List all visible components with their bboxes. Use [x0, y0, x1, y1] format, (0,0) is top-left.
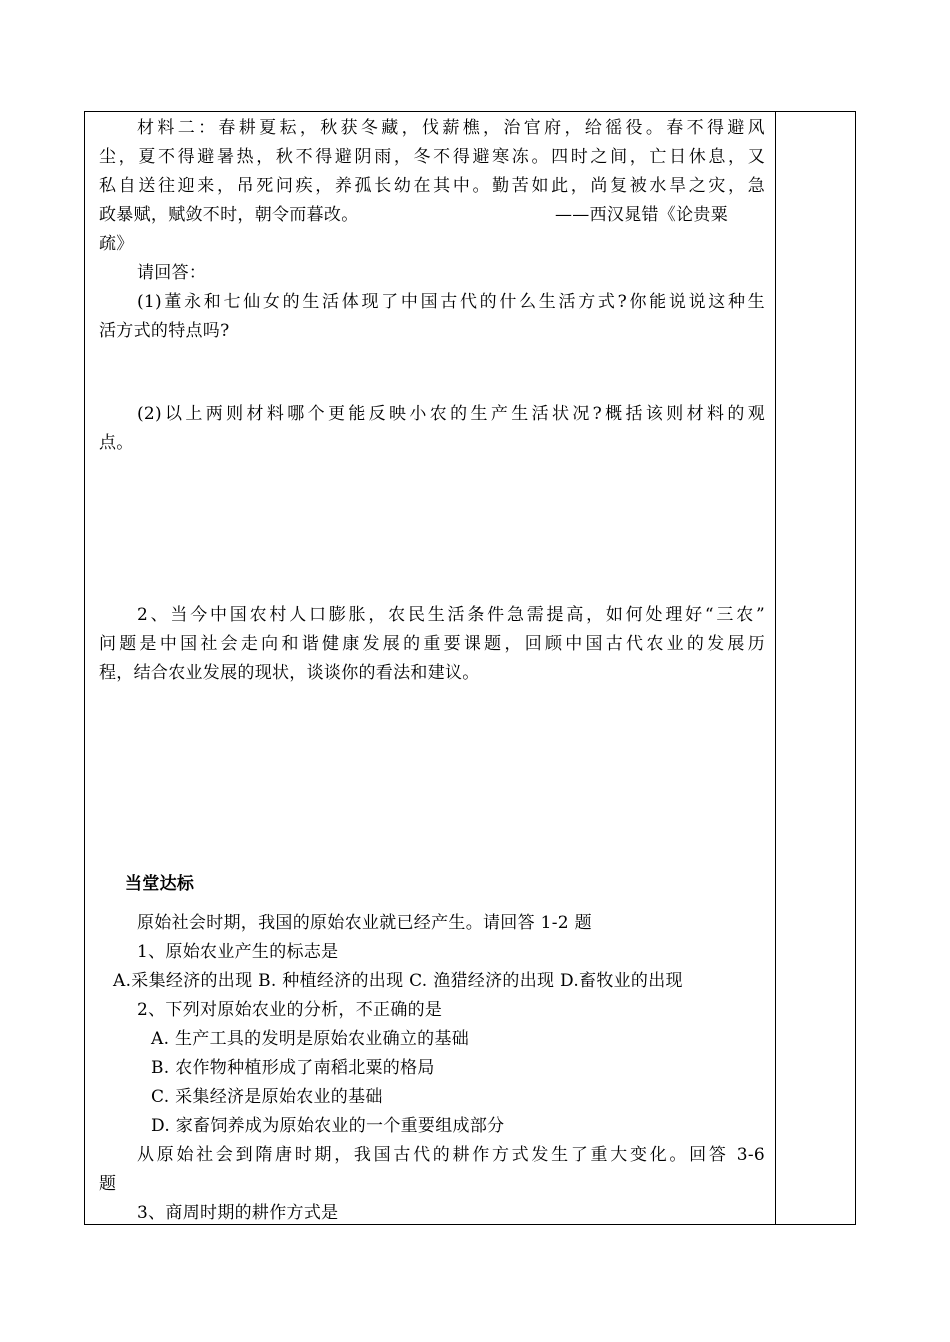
- material2-source: ——西汉晁错《论贵粟: [555, 205, 728, 225]
- intro-2-line-1: 从原始社会到隋唐时期，我国古代的耕作方式发生了重大变化。回答 3-6: [137, 1145, 765, 1165]
- mc2-option-d: D. 家畜饲养成为原始农业的一个重要组成部分: [151, 1116, 505, 1136]
- mc2-option-c: C. 采集经济是原始农业的基础: [151, 1087, 383, 1107]
- mc2-option-a: A. 生产工具的发明是原始农业确立的基础: [151, 1029, 470, 1049]
- task-2-line-2: 问题是中国社会走向和谐健康发展的重要课题，回顾中国古代农业的发展历: [99, 634, 765, 654]
- question-1-line-1: (1)董永和七仙女的生活体现了中国古代的什么生活方式?你能说说这种生: [137, 292, 765, 312]
- mc1-stem: 1、原始农业产生的标志是: [137, 942, 339, 962]
- task-2-line-1: 2、当今中国农村人口膨胀，农民生活条件急需提高，如何处理好“三农”: [137, 605, 765, 625]
- mc2-stem: 2、下列对原始农业的分析，不正确的是: [137, 1000, 443, 1020]
- answer-prompt: 请回答：: [137, 263, 207, 283]
- intro-2-line-2: 题: [99, 1174, 117, 1194]
- intro-1: 原始社会时期，我国的原始农业就已经产生。请回答 1-2 题: [137, 913, 592, 933]
- mc2-option-b: B. 农作物种植形成了南稻北粟的格局: [151, 1058, 435, 1078]
- question-1-line-2: 活方式的特点吗?: [99, 321, 230, 341]
- material2-line-1: 材料二：春耕夏耘，秋获冬藏，伐薪樵，治官府，给徭役。春不得避风: [137, 118, 765, 138]
- section-title: 当堂达标: [125, 874, 195, 894]
- mc3-stem: 3、商周时期的耕作方式是: [137, 1203, 339, 1223]
- material2-line-5: 疏》: [99, 234, 134, 254]
- material2-line-2: 尘，夏不得避暑热，秋不得避阴雨，冬不得避寒冻。四时之间，亡日休息，又: [99, 147, 765, 167]
- column-divider: [775, 112, 776, 1224]
- question-2-line-2: 点。: [99, 433, 134, 453]
- worksheet-table: [84, 111, 856, 1225]
- task-2-line-3: 程，结合农业发展的现状，谈谈你的看法和建议。: [99, 663, 480, 683]
- material2-line-3: 私自送往迎来，吊死问疾，养孤长幼在其中。勤苦如此，尚复被水旱之灾，急: [99, 176, 765, 196]
- content-cell: [85, 112, 775, 1224]
- mc1-options: A.采集经济的出现 B. 种植经济的出现 C. 渔猎经济的出现 D.畜牧业的出现: [113, 971, 683, 991]
- material2-line-4: 政暴赋，赋敛不时，朝令而暮改。: [99, 205, 359, 225]
- question-2-line-1: (2)以上两则材料哪个更能反映小农的生产生活状况?概括该则材料的观: [137, 404, 765, 424]
